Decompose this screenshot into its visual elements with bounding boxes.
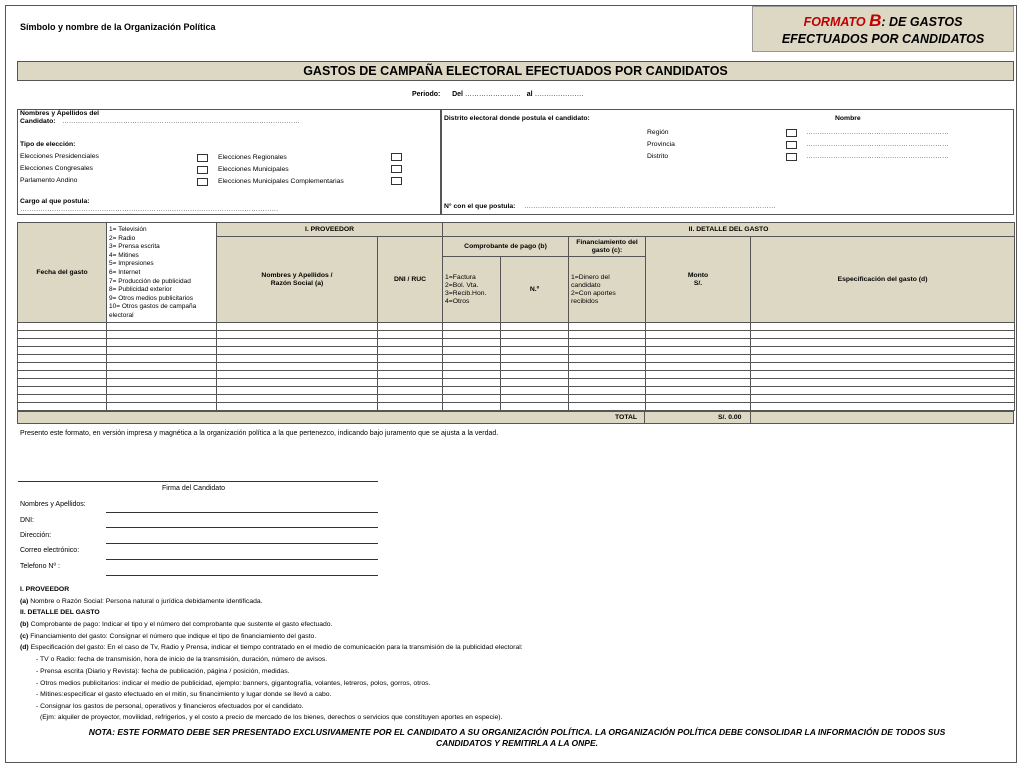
table-cell[interactable]	[646, 403, 751, 411]
table-cell[interactable]	[107, 363, 217, 371]
table-cell[interactable]	[646, 379, 751, 387]
table-cell[interactable]	[569, 379, 646, 387]
comp-type-2: 2=Bol. Vta.	[445, 281, 479, 289]
table-cell[interactable]	[501, 339, 569, 347]
table-cell[interactable]	[501, 323, 569, 331]
table-cell[interactable]	[646, 339, 751, 347]
table-cell[interactable]	[18, 331, 107, 339]
total-divider	[644, 412, 645, 423]
medio-10-cont: electoral	[109, 311, 134, 319]
final-note-line-1: NOTA: ESTE FORMATO DEBE SER PRESENTADO EXCLUSIVAMENTE POR EL CANDIDATO A SU ORGANIZACIÓN POLÍTICA. LA ORGANIZACIÓN POLÍTICA DEBE CONSOLIDAR LA INFORMACIÓN DE TODOS SUS	[88, 727, 946, 737]
table-cell[interactable]	[443, 387, 501, 395]
table-row	[18, 323, 1015, 331]
table-cell[interactable]	[18, 379, 107, 387]
table-cell[interactable]	[107, 371, 217, 379]
table-cell[interactable]	[18, 363, 107, 371]
medios-legend	[107, 223, 217, 323]
table-row	[18, 363, 1015, 371]
table-cell[interactable]	[378, 347, 443, 355]
table-cell[interactable]	[569, 331, 646, 339]
field-nombres-label: Nombres y Apellidos:	[20, 501, 86, 508]
table-cell[interactable]	[217, 403, 378, 411]
table-cell[interactable]	[569, 323, 646, 331]
instr-d-key: (d)	[20, 644, 29, 651]
table-cell[interactable]	[443, 355, 501, 363]
period-al-field[interactable]: …………………	[534, 91, 584, 98]
financ-type-1b: candidato	[571, 281, 601, 289]
candidate-name-label-2: Candidato:	[20, 118, 56, 125]
table-cell[interactable]	[443, 395, 501, 403]
format-rest: : DE GASTOS	[881, 15, 963, 29]
page-title: GASTOS DE CAMPAÑA ELECTORAL EFECTUADOS POR CANDIDATOS	[17, 61, 1014, 81]
instr-c	[20, 633, 316, 640]
table-cell[interactable]	[751, 379, 1015, 387]
table-cell[interactable]	[217, 347, 378, 355]
field-correo-line[interactable]	[106, 559, 378, 560]
table-cell[interactable]	[501, 331, 569, 339]
table-cell[interactable]	[217, 355, 378, 363]
table-cell[interactable]	[443, 371, 501, 379]
total-row	[17, 411, 1014, 424]
election-congresales-label: Elecciones Congresales	[20, 165, 93, 172]
numero-field[interactable]: …………………………………………………………………………………………………	[524, 203, 776, 210]
table-cell[interactable]	[569, 347, 646, 355]
medio-1: 1= Televisión	[109, 226, 147, 233]
table-cell[interactable]	[18, 347, 107, 355]
instr-item-mitines: - Mitines:especificar el gasto efectuado en el mitin, su financimiento y lugar donde se llevó a cabo.	[36, 691, 332, 698]
table-cell[interactable]	[501, 363, 569, 371]
table-cell[interactable]	[378, 387, 443, 395]
comp-type-1: 1=Factura	[445, 273, 476, 281]
table-row	[18, 339, 1015, 347]
proveedor-header: I. PROVEEDOR	[217, 223, 443, 237]
table-cell[interactable]	[751, 403, 1015, 411]
table-cell[interactable]	[107, 387, 217, 395]
table-row	[18, 331, 1015, 339]
medio-10: 10= Otros gastos de campaña	[109, 303, 197, 311]
format-line2: EFECTUADOS POR CANDIDATOS	[781, 32, 985, 46]
district-region-checkbox[interactable]	[786, 129, 797, 137]
election-municipales-checkbox[interactable]	[391, 165, 402, 173]
table-cell[interactable]	[569, 403, 646, 411]
instr-b-key: (b)	[20, 621, 29, 628]
candidate-name-label-1: Nombres y Apellidos del	[20, 110, 100, 117]
election-parlamento-checkbox[interactable]	[197, 178, 208, 186]
period-label: Periodo:	[412, 91, 441, 98]
instr-c-key: (c)	[20, 633, 29, 640]
table-cell[interactable]	[107, 379, 217, 387]
table-cell[interactable]	[569, 355, 646, 363]
election-complementarias-label: Elecciones Municipales Complementarias	[218, 178, 344, 185]
col-dni-header: DNI / RUC	[378, 237, 443, 323]
field-telefono-line[interactable]	[106, 575, 378, 576]
table-cell[interactable]	[217, 371, 378, 379]
table-cell[interactable]	[569, 363, 646, 371]
table-cell[interactable]	[443, 339, 501, 347]
signature-label: Firma del Candidato	[162, 485, 226, 492]
monto-1: Monto	[687, 271, 709, 279]
comp-type-3: 3=Recib.Hon.	[445, 289, 487, 297]
cargo-label: Cargo al que postula:	[20, 198, 90, 205]
table-cell[interactable]	[18, 339, 107, 347]
instr-item-personal: - Consignar los gastos de personal, operativos y financieros efectuados por el candidato.	[36, 703, 304, 710]
financ-type-1: 1=Dinero del	[571, 273, 610, 281]
table-cell[interactable]	[378, 363, 443, 371]
table-cell[interactable]	[217, 379, 378, 387]
table-cell[interactable]	[378, 403, 443, 411]
instr-c-text: Financiamiento del gasto: Consignar el número que indique el tipo de financiamiento del gasto.	[28, 633, 317, 640]
instr-item-otros: - Otros medios publicitarios: indicar el medio de publicidad, ejemplo: banners, gigantografía, volantes, letreros, polos, gorros, otros.	[36, 680, 431, 687]
table-cell[interactable]	[501, 355, 569, 363]
table-cell[interactable]	[646, 347, 751, 355]
table-cell[interactable]	[443, 323, 501, 331]
table-cell[interactable]	[443, 347, 501, 355]
candidate-name-field[interactable]: ……………………………………………………………………………………………	[62, 118, 300, 125]
nombres-2: Razón Social (a)	[270, 279, 324, 287]
final-note	[22, 727, 1012, 749]
table-cell[interactable]	[378, 379, 443, 387]
monto-2: S/.	[693, 279, 703, 287]
table-cell[interactable]	[18, 323, 107, 331]
election-regionales-label: Elecciones Regionales	[218, 154, 287, 161]
instr-proveedor-heading: I. PROVEEDOR	[20, 586, 70, 593]
field-direccion-line[interactable]	[106, 543, 378, 544]
instr-a	[20, 598, 263, 605]
medio-8: 8= Publicidad exterior	[109, 286, 172, 294]
signature-line	[18, 481, 378, 482]
district-distrito-checkbox[interactable]	[786, 153, 797, 161]
field-correo-label: Correo electrónico:	[20, 547, 80, 554]
table-cell[interactable]	[646, 371, 751, 379]
total-label: TOTAL	[615, 414, 638, 421]
expense-rows	[18, 323, 1015, 411]
district-region-field[interactable]: ………………………………………………………	[806, 129, 949, 136]
medio-4: 4= Mitines	[109, 251, 139, 259]
detalle-header: II. DETALLE DEL GASTO	[443, 223, 1015, 237]
table-cell[interactable]	[378, 395, 443, 403]
district-provincia-label: Provincia	[647, 141, 675, 148]
table-cell[interactable]	[18, 403, 107, 411]
period-del-label: Del	[452, 91, 463, 98]
org-label: Símbolo y nombre de la Organización Política	[20, 22, 216, 32]
instr-item-tv: - TV o Radio: fecha de transmisión, hora de inicio de la transmisión, duración, número de avisos.	[36, 656, 328, 663]
instr-b	[20, 621, 332, 628]
instr-d	[20, 644, 523, 651]
medio-2: 2= Radio	[109, 234, 136, 242]
table-row	[18, 403, 1015, 411]
district-distrito-field[interactable]: ………………………………………………………	[806, 153, 949, 160]
table-cell[interactable]	[107, 331, 217, 339]
instr-b-text: Comprobante de pago: Indicar el tipo y el número del comprobante que sustente el gasto efectuado.	[28, 621, 333, 628]
district-box	[441, 109, 1014, 215]
table-cell[interactable]	[646, 323, 751, 331]
comprobante-header: Comprobante de pago (b)	[443, 237, 569, 257]
medio-6: 6= Internet	[109, 268, 141, 276]
table-row	[18, 371, 1015, 379]
numero-label: N° con el que postula:	[444, 203, 516, 210]
expense-table	[17, 222, 1015, 411]
table-cell[interactable]	[378, 323, 443, 331]
col-especif-header: Especificación del gasto (d)	[751, 237, 1015, 323]
table-cell[interactable]	[501, 371, 569, 379]
table-cell[interactable]	[501, 379, 569, 387]
table-cell[interactable]	[217, 323, 378, 331]
col-nombres-header	[217, 237, 378, 323]
table-cell[interactable]	[751, 347, 1015, 355]
period-del-field[interactable]: ……………………	[464, 91, 521, 98]
table-cell[interactable]	[501, 387, 569, 395]
medio-7: 7= Producción de publicidad	[109, 277, 191, 285]
table-cell[interactable]	[501, 347, 569, 355]
instr-item-ejemplo: (Ejm: alquiler de proyector, movilidad, refrigerios, y el costo a precio de mercado de los bienes, derechos o servicios que constituyen aportes en especie).	[40, 714, 503, 721]
district-provincia-field[interactable]: ………………………………………………………	[806, 141, 949, 148]
table-cell[interactable]	[217, 363, 378, 371]
table-row	[18, 379, 1015, 387]
district-nombre-label: Nombre	[835, 115, 861, 122]
field-nombres-line[interactable]	[106, 512, 378, 513]
financ-type-2b: recibidos	[571, 297, 599, 305]
table-cell[interactable]	[751, 387, 1015, 395]
table-row	[18, 355, 1015, 363]
medio-9: 9= Otros medios publicitarios	[109, 294, 193, 302]
medio-5: 5= Impresiones	[109, 260, 154, 268]
election-municipales-label: Elecciones Municipales	[218, 166, 289, 173]
total-value: S/. 0.00	[718, 414, 742, 421]
table-cell[interactable]	[217, 387, 378, 395]
col-numero-header: N.º	[501, 257, 569, 323]
format-word: FORMATO	[803, 15, 866, 29]
financ-1: Financiamiento del	[576, 238, 638, 246]
table-cell[interactable]	[443, 363, 501, 371]
financ-type-2: 2=Con aportes	[571, 289, 616, 297]
cargo-field[interactable]: ……………………………………………………………………………………………………	[20, 206, 279, 213]
table-cell[interactable]	[751, 371, 1015, 379]
financ-types	[569, 257, 646, 323]
table-cell[interactable]	[646, 395, 751, 403]
table-cell[interactable]	[217, 395, 378, 403]
table-row	[18, 395, 1015, 403]
nombres-1: Nombres y Apellidos /	[261, 271, 333, 279]
format-title-box	[752, 6, 1014, 52]
field-direccion-label: Dirección:	[20, 532, 52, 539]
table-cell[interactable]	[569, 387, 646, 395]
table-cell[interactable]	[569, 395, 646, 403]
district-region-label: Región	[647, 129, 669, 136]
instr-a-key: (a)	[20, 598, 29, 605]
table-cell[interactable]	[569, 339, 646, 347]
district-provincia-checkbox[interactable]	[786, 141, 797, 149]
table-cell[interactable]	[646, 387, 751, 395]
election-regionales-checkbox[interactable]	[391, 153, 402, 161]
table-cell[interactable]	[443, 403, 501, 411]
table-cell[interactable]	[378, 339, 443, 347]
col-monto-header	[646, 237, 751, 323]
table-cell[interactable]	[751, 363, 1015, 371]
election-presidenciales-label: Elecciones Presidenciales	[20, 153, 99, 160]
instr-a-text: Nombre o Razón Social: Persona natural o jurídica debidamente identificada.	[28, 598, 263, 605]
table-cell[interactable]	[107, 403, 217, 411]
instr-d-text: Especificación del gasto: En el caso de Tv, Radio y Prensa, indicar el tiempo contratado en el medio de comunicación para la transmisión de la publicidad electoral:	[28, 644, 523, 651]
instr-item-prensa: - Prensa escrita (Diario y Revista): fecha de publicación, página / posición, medidas.	[36, 668, 290, 675]
table-cell[interactable]	[217, 339, 378, 347]
field-dni-label: DNI:	[20, 517, 34, 524]
field-dni-line[interactable]	[106, 527, 378, 528]
election-complementarias-checkbox[interactable]	[391, 177, 402, 185]
table-cell[interactable]	[107, 395, 217, 403]
total-divider-2	[750, 412, 751, 423]
district-label: Distrito electoral donde postula el candidato:	[444, 115, 590, 122]
comp-types	[443, 257, 501, 323]
period-al-label: al	[526, 91, 533, 98]
col-fecha-header: Fecha del gasto	[18, 223, 107, 323]
table-cell[interactable]	[569, 371, 646, 379]
election-congresales-checkbox[interactable]	[197, 166, 208, 174]
table-cell[interactable]	[217, 331, 378, 339]
instr-detalle-heading: II. DETALLE DEL GASTO	[20, 609, 100, 616]
table-cell[interactable]	[501, 403, 569, 411]
candidate-box	[17, 109, 441, 215]
table-cell[interactable]	[378, 355, 443, 363]
table-cell[interactable]	[378, 331, 443, 339]
period-row	[412, 91, 584, 98]
table-row	[18, 387, 1015, 395]
table-cell[interactable]	[751, 323, 1015, 331]
table-cell[interactable]	[107, 323, 217, 331]
table-cell[interactable]	[18, 387, 107, 395]
table-cell[interactable]	[646, 363, 751, 371]
table-cell[interactable]	[107, 339, 217, 347]
table-cell[interactable]	[107, 347, 217, 355]
table-cell[interactable]	[443, 379, 501, 387]
financ-2: gasto (c):	[591, 246, 623, 254]
table-cell[interactable]	[751, 395, 1015, 403]
table-cell[interactable]	[18, 355, 107, 363]
field-telefono-label: Telefono Nº :	[20, 563, 60, 570]
comp-type-4: 4=Otros	[445, 297, 470, 305]
table-row	[18, 347, 1015, 355]
table-cell[interactable]	[501, 395, 569, 403]
election-type-label: Tipo de elección:	[20, 141, 76, 148]
table-cell[interactable]	[751, 331, 1015, 339]
table-cell[interactable]	[751, 339, 1015, 347]
table-cell[interactable]	[18, 371, 107, 379]
table-cell[interactable]	[443, 331, 501, 339]
table-cell[interactable]	[646, 331, 751, 339]
table-cell[interactable]	[646, 355, 751, 363]
declaration-text: Presento este formato, en versión impresa y magnética a la organización política a la que pertenezco, indicando bajo juramento que se ajusta a la verdad.	[20, 430, 499, 437]
table-cell[interactable]	[751, 355, 1015, 363]
financ-header	[569, 237, 646, 257]
election-parlamento-label: Parlamento Andino	[20, 177, 78, 184]
district-distrito-label: Distrito	[647, 153, 669, 160]
medio-3: 3= Prensa escrita	[109, 243, 160, 251]
table-cell[interactable]	[18, 395, 107, 403]
table-cell[interactable]	[378, 371, 443, 379]
final-note-line-2: CANDIDATOS Y REMITIRLA A LA ONPE.	[436, 738, 598, 748]
format-letter: B	[869, 11, 882, 30]
election-presidenciales-checkbox[interactable]	[197, 154, 208, 162]
table-cell[interactable]	[107, 355, 217, 363]
